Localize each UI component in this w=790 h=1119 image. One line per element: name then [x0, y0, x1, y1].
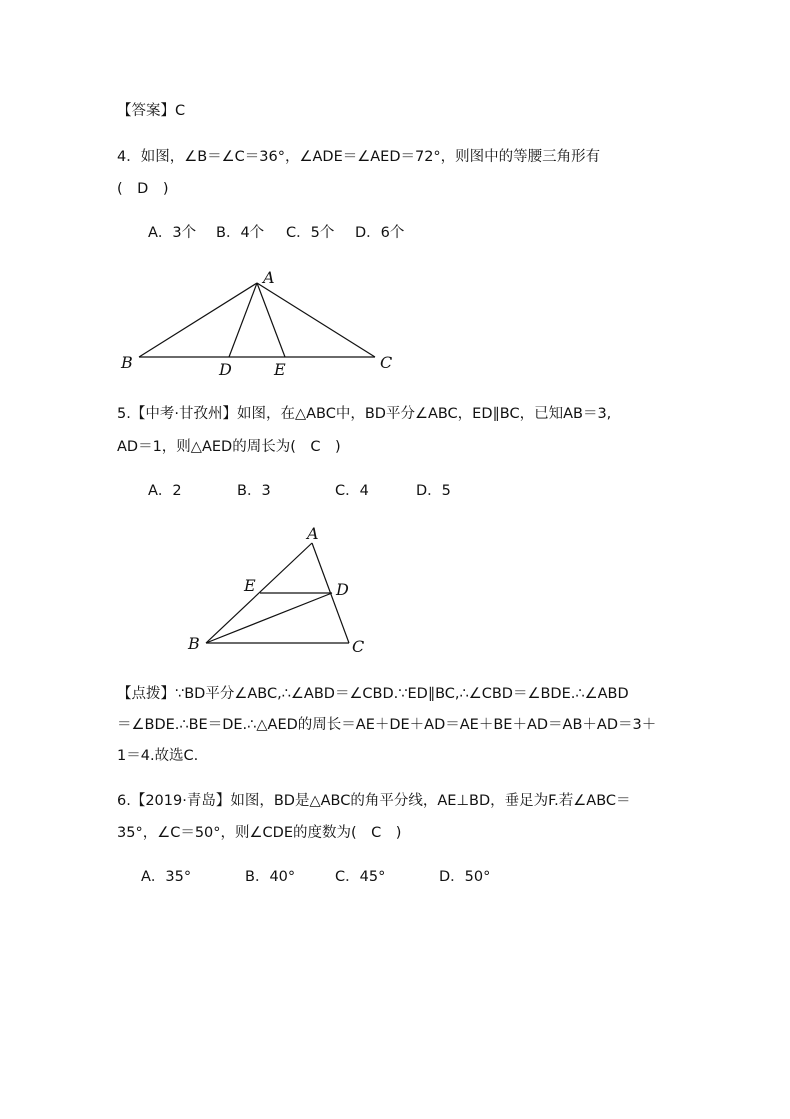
q5-label-e: E [244, 576, 256, 595]
q5-label-d: D [336, 580, 349, 599]
q4-option-b: B．4个 [216, 225, 265, 241]
hint-line3: 1＝4.故选C. [117, 748, 199, 764]
q5-label-c: C [352, 637, 365, 656]
q4-label-c: C [380, 353, 393, 372]
q5-stem-line1: 5.【中考·甘孜州】如图，在△ABC中，BD平分∠ABC，ED∥BC，已知AB＝3, [117, 406, 612, 422]
q4-segment-ad [229, 283, 257, 357]
q4-option-a: A．3个 [148, 225, 197, 241]
q6-option-b: B．40° [245, 869, 296, 885]
q4-label-d: D [219, 360, 232, 379]
q4-stem-line2: ( D ) [117, 181, 169, 197]
q4-stem-line1: 4．如图，∠B＝∠C＝36°，∠ADE＝∠AED＝72°，则图中的等腰三角形有 [117, 149, 601, 165]
q4-option-c: C．5个 [286, 225, 335, 241]
hint-line1: 【点拨】∵BD平分∠ABC,∴∠ABD＝∠CBD.∵ED∥BC,∴∠CBD＝∠BDE.∴∠ABD [117, 686, 629, 702]
q5-option-c: C．4 [335, 483, 369, 499]
q4-segment-ac [257, 283, 375, 357]
q5-segment-bd [206, 593, 332, 643]
q4-segment-ab [139, 283, 257, 357]
q5-option-a: A．2 [148, 483, 182, 499]
q5-segment-ac [312, 543, 349, 643]
q6-option-d: D．50° [439, 869, 491, 885]
q5-option-d: D．5 [416, 483, 451, 499]
q5-option-b: B．3 [237, 483, 271, 499]
q6-stem-line2: 35°，∠C＝50°，则∠CDE的度数为( C ) [117, 825, 402, 841]
hint-line2: ＝∠BDE.∴BE＝DE.∴△AED的周长＝AE＋DE＋AD＝AE＋BE＋AD＝AB＋AD＝3＋ [117, 717, 657, 733]
q6-option-a: A．35° [141, 869, 192, 885]
q4-label-e: E [274, 360, 286, 379]
q5-label-a: A [307, 524, 319, 543]
q4-label-b: B [121, 353, 133, 372]
q4-segment-ae [257, 283, 285, 357]
q5-segment-ab [206, 543, 312, 643]
q4-option-d: D．6个 [355, 225, 405, 241]
q5-label-b: B [188, 634, 200, 653]
q6-stem-line1: 6.【2019·青岛】如图，BD是△ABC的角平分线，AE⊥BD，垂足为F.若∠ABC＝ [117, 793, 631, 809]
q5-stem-line2: AD＝1，则△AED的周长为( C ) [117, 439, 341, 455]
q6-option-c: C．45° [335, 869, 386, 885]
answer-line: 【答案】C [117, 103, 186, 119]
q4-label-a: A [263, 268, 275, 287]
